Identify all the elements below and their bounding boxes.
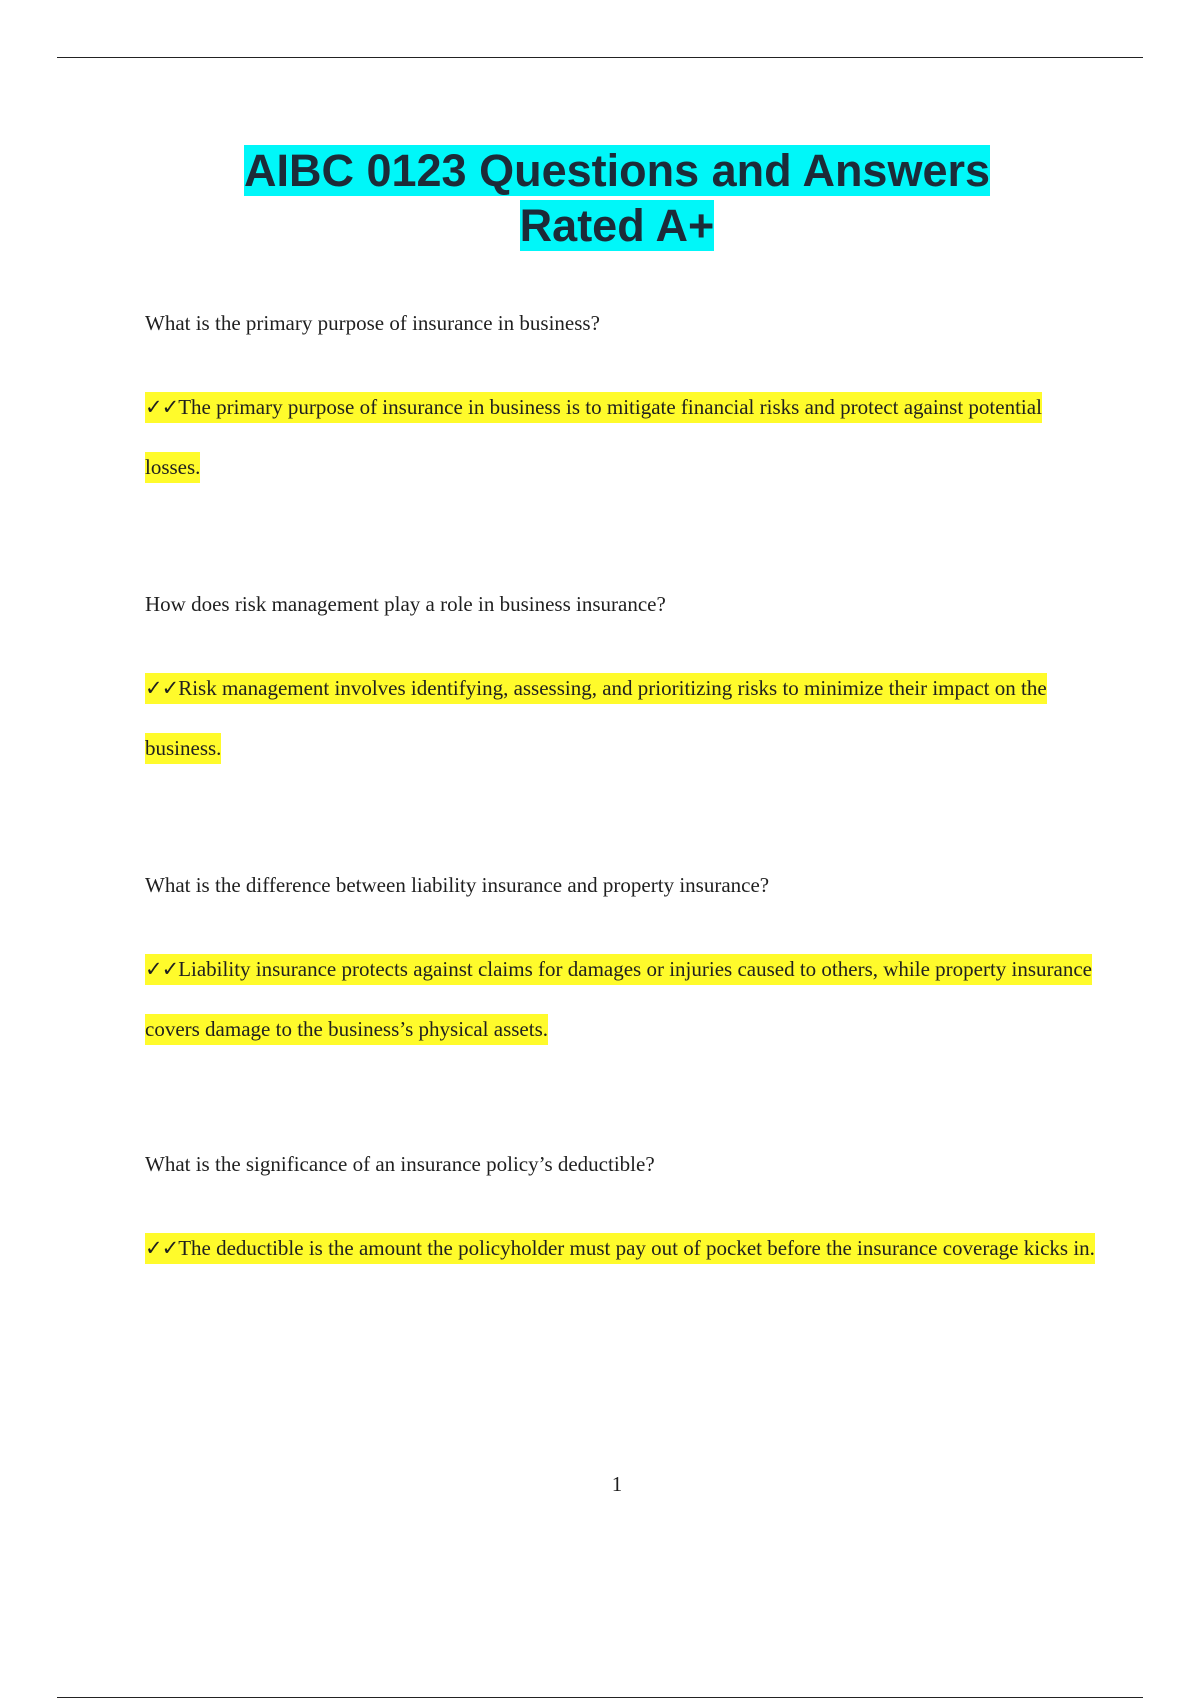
check-icon: ✓✓ [145,395,179,419]
question-text: What is the significance of an insurance policy’s deductible? [145,1152,655,1176]
answer-text [145,658,1095,778]
answer-body: The deductible is the amount the policyholder must pay out of pocket before the insurance coverage kicks in. [178,1236,1095,1260]
check-icon: ✓✓ [145,676,179,700]
answer-body: Liability insurance protects against claims for damages or injuries caused to others, while property insurance covers damage to the business’s physical assets. [145,957,1093,1041]
qa-block-4 [145,1152,1095,1278]
bottom-rule [57,1697,1143,1698]
top-rule [57,57,1143,58]
qa-block-3 [145,873,1095,1059]
title-line-2: Rated A+ [519,200,715,251]
page-number: 1 [611,1472,623,1496]
check-icon: ✓✓ [145,957,179,981]
check-icon: ✓✓ [145,1236,179,1260]
document-title [0,143,1200,253]
question-text: What is the primary purpose of insurance in business? [145,311,600,335]
question-text: What is the difference between liability insurance and property insurance? [145,873,770,897]
answer-body: The primary purpose of insurance in business is to mitigate financial risks and protect against potential losses. [145,395,1042,479]
answer-text [145,1218,1095,1278]
question-text: How does risk management play a role in business insurance? [145,592,666,616]
title-line-1: AIBC 0123 Questions and Answers [243,145,991,196]
qa-block-1 [145,311,1095,497]
answer-text [145,939,1095,1059]
answer-text [145,377,1095,497]
qa-block-2 [145,592,1095,778]
answer-body: Risk management involves identifying, assessing, and prioritizing risks to minimize their impact on the business. [145,676,1047,760]
